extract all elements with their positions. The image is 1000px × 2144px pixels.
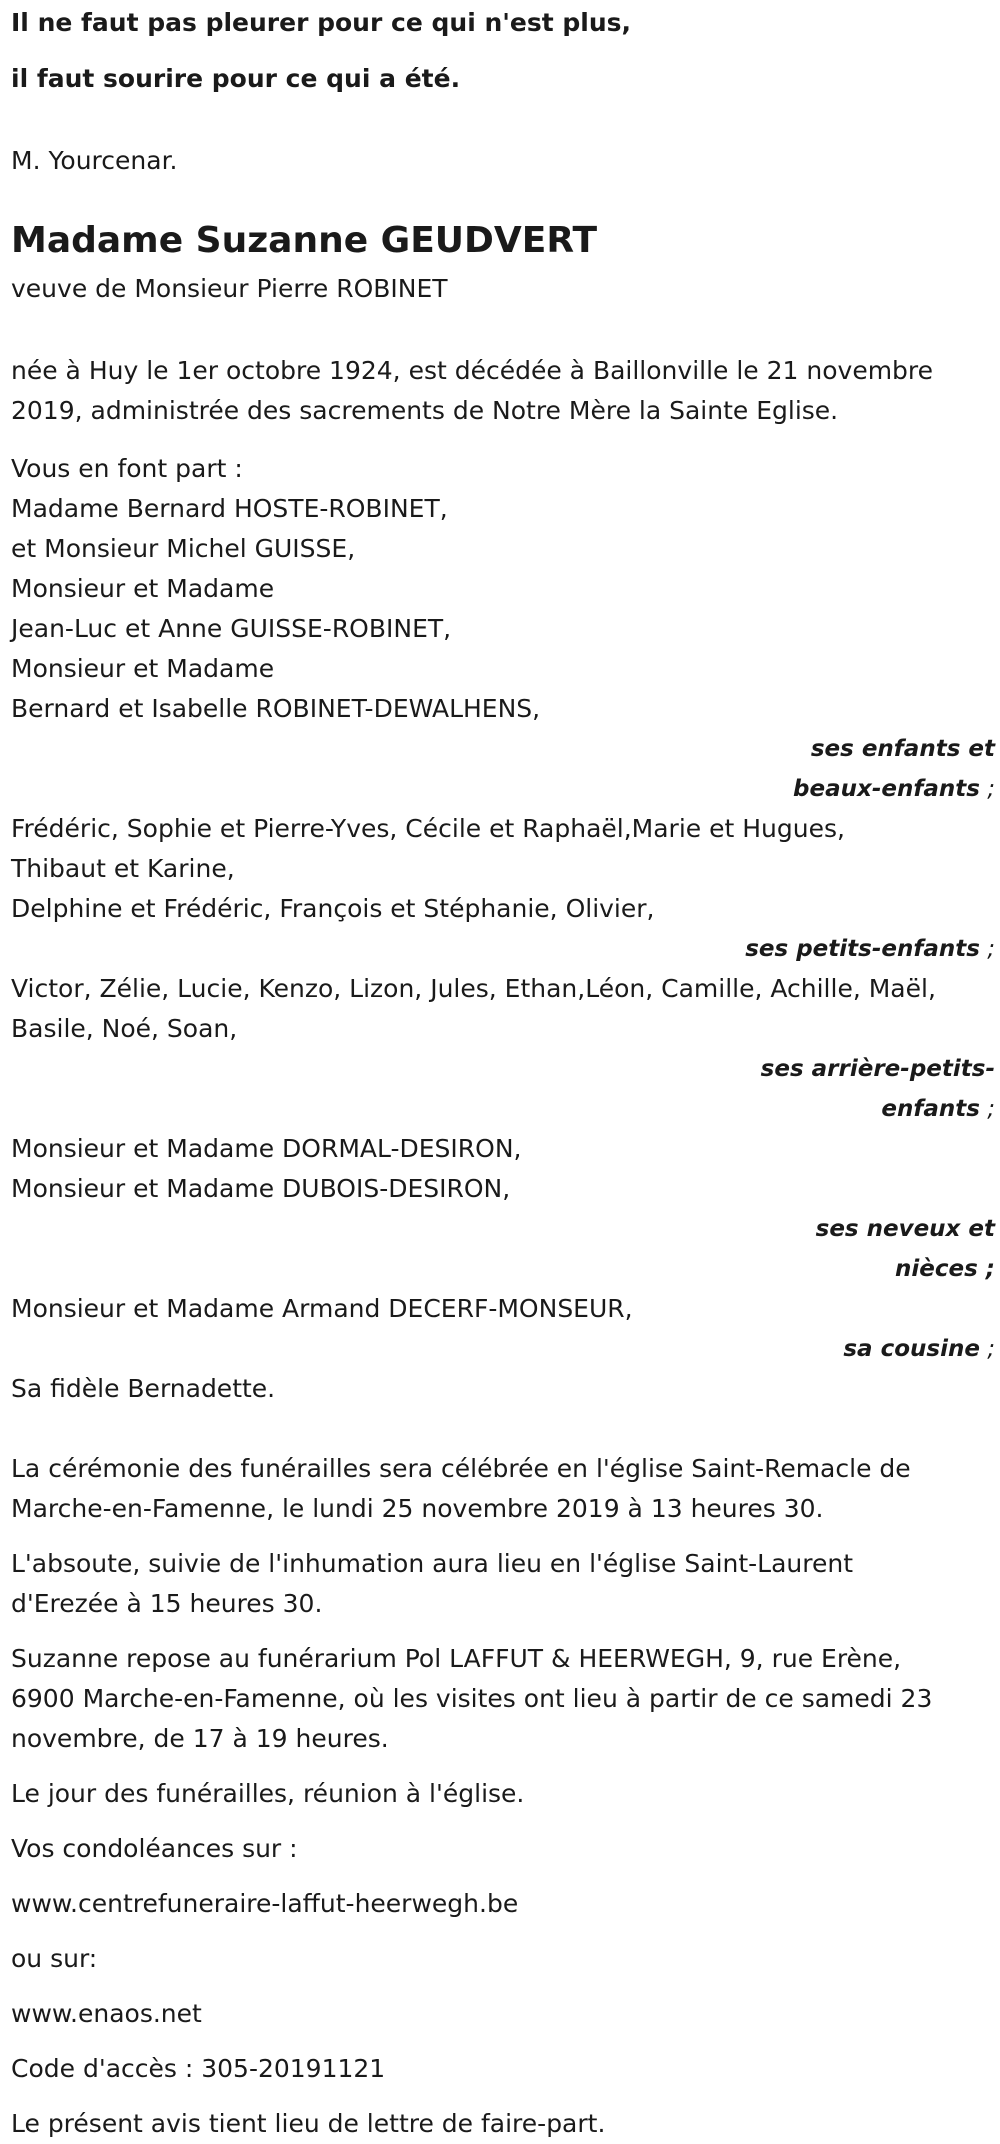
meeting-line: Le jour des funérailles, réunion à l'église.	[11, 1779, 525, 1808]
relation-label-great-grandchildren: ses arrière-petits-	[760, 1056, 995, 1082]
condolences-label: Vos condoléances sur :	[11, 1834, 298, 1863]
relation-label-children: beaux-enfants ;	[793, 776, 995, 802]
visits-line: Suzanne repose au funérarium Pol LAFFUT & HEERWEGH, 9, rue Erène,	[11, 1644, 902, 1673]
visits-line: 6900 Marche-en-Famenne, où les visites ont lieu à partir de ce samedi 23	[11, 1684, 933, 1713]
relation-label-children: ses enfants et	[810, 736, 995, 762]
children-line: Madame Bernard HOSTE-ROBINET,	[11, 494, 448, 523]
notice-body	[11, 351, 995, 2144]
great-grandchildren-line: Basile, Noé, Soan,	[11, 1014, 238, 1043]
deceased-name: Madame Suzanne GEUDVERT	[11, 220, 598, 261]
access-code: Code d'accès : 305-20191121	[11, 2054, 386, 2083]
faithful-line: Sa fidèle Bernadette.	[11, 1374, 276, 1403]
website-1-wrap	[11, 1884, 995, 1924]
absoute-line: d'Erezée à 15 heures 30.	[11, 1589, 323, 1618]
great-grandchildren-line: Victor, Zélie, Lucie, Kenzo, Lizon, Jules, Ethan,Léon, Camille, Achille, Maël,	[11, 974, 936, 1003]
quote-line-2: il faut sourire pour ce qui a été.	[11, 64, 461, 93]
cousin-line: Monsieur et Madame Armand DECERF-MONSEUR,	[11, 1294, 633, 1323]
nephews-line: Monsieur et Madame DORMAL-DESIRON,	[11, 1134, 522, 1163]
children-line: Bernard et Isabelle ROBINET-DEWALHENS,	[11, 694, 541, 723]
nephews-line: Monsieur et Madame DUBOIS-DESIRON,	[11, 1174, 511, 1203]
relation-label-cousin: sa cousine ;	[843, 1336, 995, 1362]
or-on-label: ou sur:	[11, 1944, 98, 1973]
children-line: et Monsieur Michel GUISSE,	[11, 534, 356, 563]
widow-of: veuve de Monsieur Pierre ROBINET	[11, 274, 448, 303]
ceremony-line: La cérémonie des funérailles sera célébrée en l'église Saint-Remacle de	[11, 1454, 911, 1483]
enaos-website-link[interactable]: www.enaos.net	[11, 1999, 202, 2028]
relation-label-grandchildren: ses petits-enfants ;	[745, 936, 995, 962]
grandchildren-line: Thibaut et Karine,	[11, 854, 235, 883]
children-line: Monsieur et Madame	[11, 574, 275, 603]
closing-line: Le présent avis tient lieu de lettre de faire-part.	[11, 2109, 606, 2138]
relation-label-great-grandchildren: enfants ;	[881, 1096, 995, 1122]
grandchildren-line: Frédéric, Sophie et Pierre-Yves, Cécile et Raphaël,Marie et Hugues,	[11, 814, 845, 843]
relation-label-nephews: ses neveux et	[815, 1216, 995, 1242]
website-2-wrap	[11, 1994, 995, 2034]
absoute-line: L'absoute, suivie de l'inhumation aura lieu en l'église Saint-Laurent	[11, 1549, 854, 1578]
children-line: Monsieur et Madame	[11, 654, 275, 683]
announcement-intro: Vous en font part :	[11, 454, 243, 483]
quote-line-1: Il ne faut pas pleurer pour ce qui n'est plus,	[11, 8, 632, 37]
grandchildren-line: Delphine et Frédéric, François et Stéphanie, Olivier,	[11, 894, 655, 923]
relation-label-nephews: nièces ;	[895, 1256, 995, 1282]
condolences-website-link[interactable]: www.centrefuneraire-laffut-heerwegh.be	[11, 1889, 519, 1918]
children-line: Jean-Luc et Anne GUISSE-ROBINET,	[11, 614, 452, 643]
ceremony-line: Marche-en-Famenne, le lundi 25 novembre 2019 à 13 heures 30.	[11, 1494, 824, 1523]
birth-death-line: 2019, administrée des sacrements de Notre Mère la Sainte Eglise.	[11, 396, 839, 425]
quote-author: M. Yourcenar.	[11, 146, 178, 175]
visits-line: novembre, de 17 à 19 heures.	[11, 1724, 389, 1753]
birth-death-line: née à Huy le 1er octobre 1924, est décédée à Baillonville le 21 novembre	[11, 356, 934, 385]
